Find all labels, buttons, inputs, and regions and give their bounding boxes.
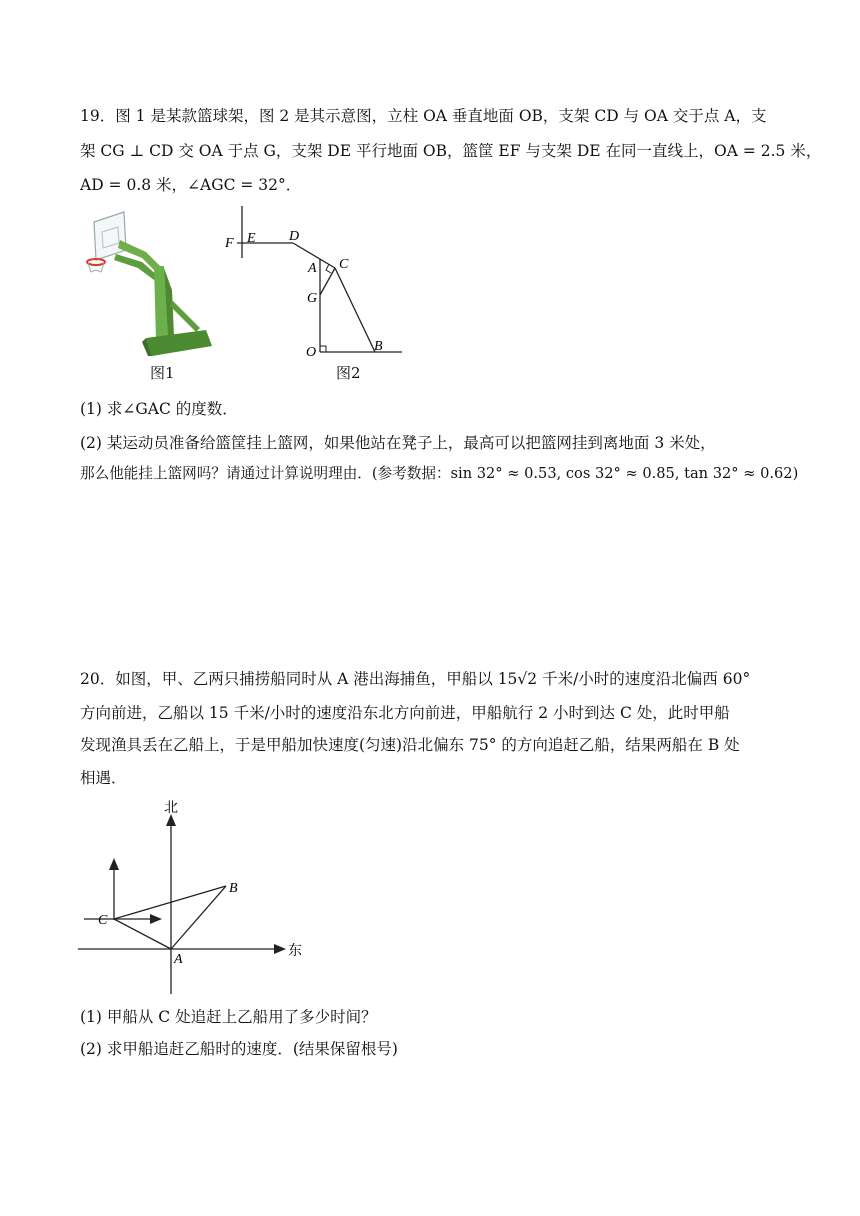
q20-text-line-3: 发现渔具丢在乙船上，于是甲船加快速度(匀速)沿北偏东 75° 的方向追赶乙船，结果两船在 B 处 (80, 736, 740, 754)
q20-text-line-4: 相遇． (80, 769, 127, 787)
q20-sub-question-2: (2) 求甲船追赶乙船时的速度．(结果保留根号) (80, 1040, 398, 1058)
figure-1-basketball-stand (80, 210, 220, 360)
q19-sub-question-2-line-2: 那么他能挂上篮网吗？请通过计算说明理由．(参考数据：sin 32° ≈ 0.53, cos 32° ≈ 0.85, tan 32° ≈ 0.62) (80, 465, 799, 482)
q19-sub-question-1: (1) 求∠GAC 的度数． (80, 400, 238, 418)
figure-2-schematic (225, 200, 415, 360)
figure-2-caption: 图2 (336, 364, 361, 382)
fig2-label-g: G (307, 291, 318, 306)
q20-text-line-2: 方向前进，乙船以 15 千米/小时的速度沿东北方向前进，甲船航行 2 小时到达 C 处，此时甲船 (80, 704, 730, 722)
q19-text-line-1: 19．图 1 是某款篮球架，图 2 是其示意图，立柱 OA 垂直地面 OB，支架 CD 与 OA 交于点 A，支 (80, 107, 767, 125)
east-label: 东 (288, 943, 302, 959)
q19-text-line-3: AD = 0.8 米，∠AGC = 32°． (80, 176, 302, 194)
figure-label-b: B (229, 881, 238, 896)
fig2-label-b: B (374, 339, 383, 354)
fig2-label-o: O (306, 345, 317, 360)
fig2-label-e: E (247, 231, 256, 246)
q20-text-line-1: 20．如图，甲、乙两只捕捞船同时从 A 港出海捕鱼，甲船以 15√2 千米/小时的速度沿北偏西 60° (80, 670, 751, 688)
north-label: 北 (164, 800, 178, 816)
figure-label-a: A (174, 952, 183, 967)
fig2-label-d: D (289, 229, 300, 244)
figure-label-c: C (98, 913, 108, 928)
q19-sub-question-2-line-1: (2) 某运动员准备给篮筐挂上篮网，如果他站在凳子上，最高可以把篮网挂到离地面 3 米处， (80, 434, 716, 452)
fig2-label-f: F (225, 236, 234, 251)
fig2-label-a: A (308, 261, 317, 276)
figure-1-caption: 图1 (150, 364, 175, 382)
q19-text-line-2: 架 CG ⊥ CD 交 OA 于点 G，支架 DE 平行地面 OB，篮筐 EF 与支架 DE 在同一直线上，OA = 2.5 米， (80, 142, 822, 160)
figure-ships-diagram (76, 798, 316, 998)
q20-sub-question-1: (1) 甲船从 C 处追赶上乙船用了多少时间？ (80, 1008, 377, 1026)
fig2-label-c: C (339, 257, 349, 272)
